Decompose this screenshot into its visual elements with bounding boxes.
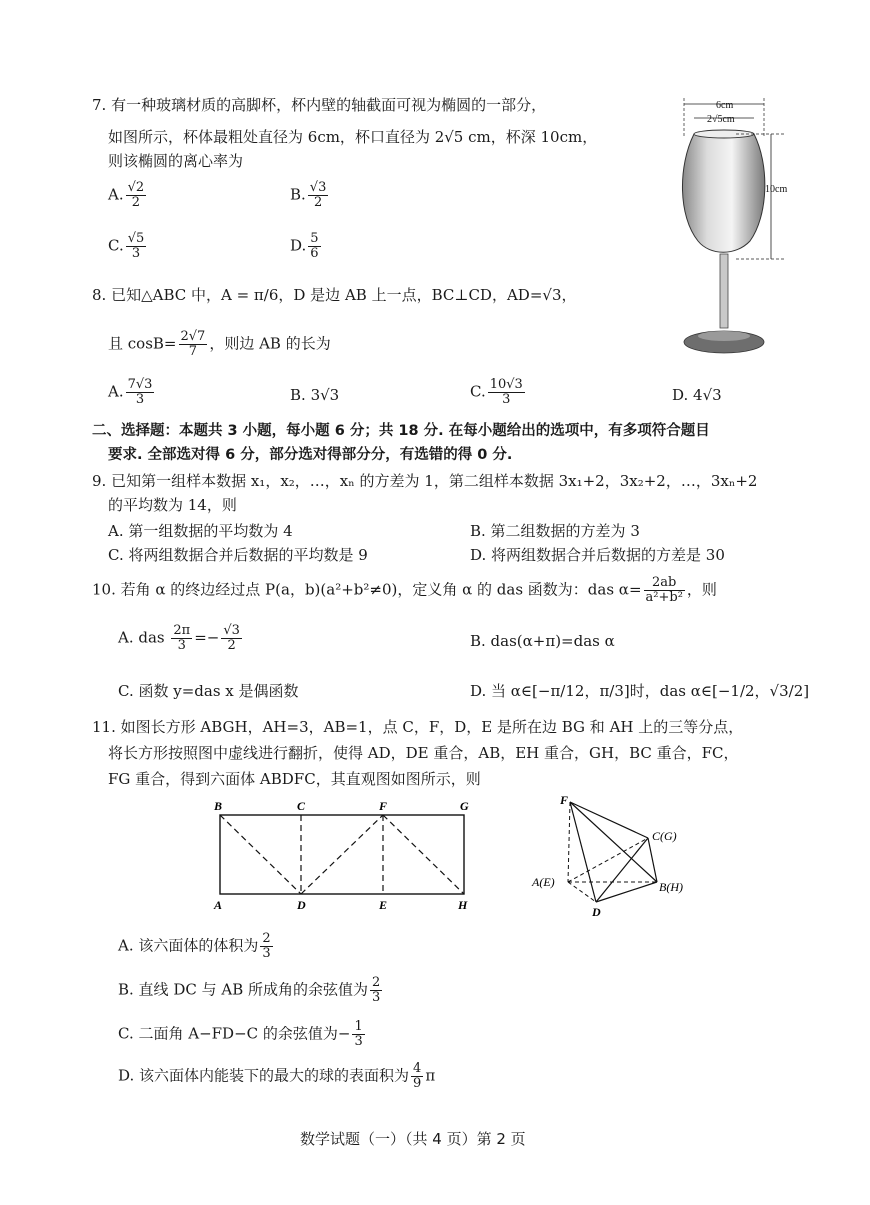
hexahedron-figure: [530, 792, 705, 922]
q10-option-c: C. 函数 y=das x 是偶函数: [118, 682, 299, 700]
label-mouth: 2√5cm: [707, 114, 735, 125]
q11-option-c: C. 二面角 A−FD−C 的余弦值为− $\frac{1}{3}$: [118, 1019, 363, 1049]
label-solid-AE: A(E): [532, 875, 555, 889]
q10-option-d: D. 当 α∈[−π/12，π/3]时，das α∈[−1/2，√3/2]: [470, 682, 810, 700]
q7-option-b: B. $\frac{√3}{2}$: [290, 180, 327, 210]
rectangle-fold-figure: [200, 798, 490, 918]
label-E: E: [379, 898, 388, 912]
rectangle-abgh: [220, 815, 464, 894]
q11-option-a: A. 该六面体的体积为 $\frac{2}{3}$: [118, 931, 271, 961]
q9-stem-line1: 9. 已知第一组样本数据 x₁，x₂，…，xₙ 的方差为 1，第二组样本数据 3x₁+2，3x₂+2，…，3xₙ+2: [92, 472, 758, 490]
label-6cm: 6cm: [716, 100, 734, 111]
label-A: A: [214, 898, 223, 912]
q8-stem-line1: 8. 已知△ABC 中，A = π/6，D 是边 AB 上一点，BC⊥CD，AD=√3，: [92, 286, 577, 304]
q9-option-c: C. 将两组数据合并后数据的平均数是 9: [108, 546, 368, 564]
label-H: H: [458, 898, 468, 912]
q9-stem-line2: 的平均数为 14，则: [108, 496, 237, 514]
q7-option-c: C. $\frac{√5}{3}$: [108, 231, 145, 261]
glass-stem: [720, 254, 728, 328]
glass-bowl: [682, 134, 764, 252]
section2-heading-line1: 二、选择题：本题共 3 小题，每小题 6 分；共 18 分. 在每小题给出的选项中，有多项符合题目: [92, 423, 710, 439]
q11-stem-line1: 11. 如图长方形 ABGH，AH=3，AB=1，点 C，F，D，E 是所在边 BG 和 AH 上的三等分点，: [92, 718, 744, 736]
wine-glass-figure: [676, 96, 806, 358]
label-10cm: 10cm: [765, 184, 788, 195]
label-solid-F: F: [560, 793, 569, 807]
q8-option-a: A. $\frac{7√3}{3}$: [108, 377, 153, 407]
q8-option-b: B. 3√3: [290, 386, 340, 404]
q7-stem-line3: 则该椭圆的离心率为: [108, 152, 244, 170]
q9-option-d: D. 将两组数据合并后数据的方差是 30: [470, 546, 725, 564]
label-C: C: [297, 799, 306, 813]
q7-option-d: D. $\frac{5}{6}$: [290, 231, 319, 261]
label-F: F: [379, 799, 388, 813]
q9-option-a: A. 第一组数据的平均数为 4: [108, 522, 293, 540]
glass-rim: [694, 130, 754, 138]
q11-stem-line2: 将长方形按照图中虚线进行翻折，使得 AD，DE 重合，AB，EH 重合，GH，BC 重合，FC，: [108, 744, 739, 762]
label-solid-CG: C(G): [652, 829, 677, 843]
q9-option-b: B. 第二组数据的方差为 3: [470, 522, 640, 540]
label-B: B: [214, 799, 223, 813]
q11-option-b: B. 直线 DC 与 AB 所成角的余弦值为 $\frac{2}{3}$: [118, 975, 381, 1005]
q10-stem: 10. 若角 α 的终边经过点 P(a，b)(a²+b²≠0)，定义角 α 的 das 函数为：das α= $\frac{2ab}{\text{a²+b²}}$ ，则: [92, 575, 717, 605]
q7-stem-line1: 7. 有一种玻璃材质的高脚杯，杯内壁的轴截面可视为椭圆的一部分，: [92, 96, 547, 114]
label-solid-D: D: [592, 905, 601, 919]
page-footer: 数学试题（一）（共 4 页）第 2 页: [300, 1130, 526, 1148]
q10-option-b: B. das(α+π)=das α: [470, 632, 615, 650]
label-D: D: [297, 898, 306, 912]
section2-heading-line2: 要求. 全部选对得 6 分，部分选对得部分分，有选错的得 0 分.: [108, 447, 513, 463]
q7-option-a: A. $\frac{√2}{2}$: [108, 180, 145, 210]
q8-stem-line2: 且 cosB= $\frac{2√7}{7}$ ，则边 AB 的长为: [108, 329, 331, 359]
q8-option-d: D. 4√3: [672, 386, 722, 404]
q11-option-d: D. 该六面体内能装下的最大的球的表面积为 $\frac{4}{9}$ π: [118, 1061, 436, 1091]
label-G: G: [460, 799, 469, 813]
q8-option-c: C. $\frac{10√3}{3}$: [470, 377, 523, 407]
q11-stem-line3: FG 重合，得到六面体 ABDFC，其直观图如图所示，则: [108, 770, 481, 788]
q7-stem-line2: 如图所示，杯体最粗处直径为 6cm，杯口直径为 2√5 cm，杯深 10cm，: [108, 128, 598, 146]
label-solid-BH: B(H): [659, 880, 683, 894]
q10-option-a: A. das $\frac{2\pi}{3}$ =− $\frac{√3}{2}$: [118, 623, 240, 653]
